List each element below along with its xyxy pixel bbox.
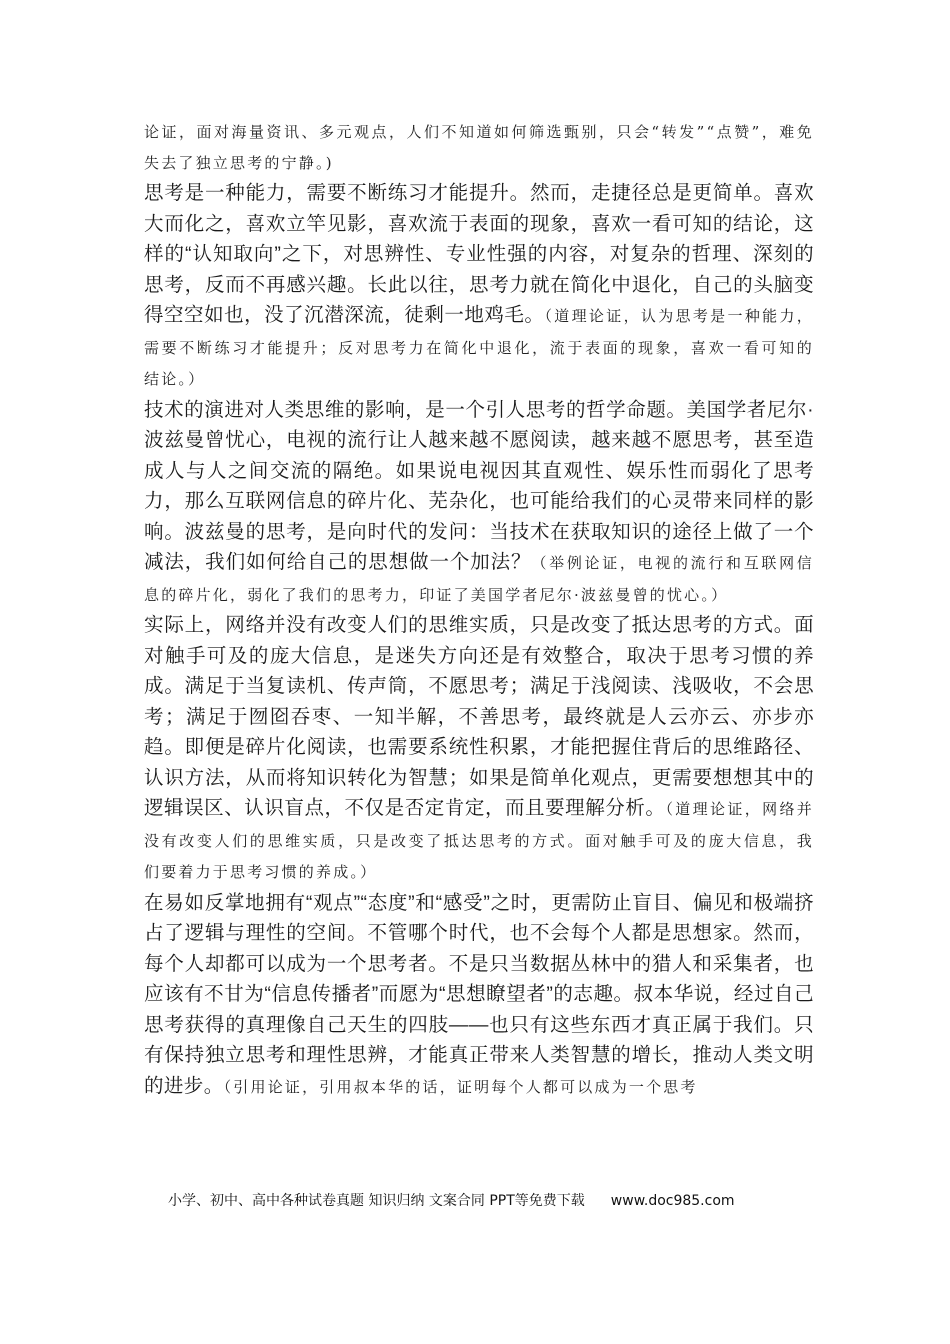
paragraph-2-annotation: （举例论证，电视的流行和互联网信息的碎片化，弱化了我们的思考力，印证了美国学者尼尔·波兹曼曾的忧心。） [144,554,815,604]
document-body [144,117,814,1102]
page-footer [168,1190,735,1210]
paragraph-4-text: 在易如反掌地拥有“观点”“态度”和“感受”之时，更需防止盲目、偏见和极端挤占了逻辑与理性的空间。不管哪个时代，也不会每个人都是思想家。然而，每个人却都可以成为一个思考者。不是只当数据丛林中的猎人和采集者，也应该有不甘为“信息传播者”而愿为“思想瞭望者”的志趣。叔本华说，经过自己思考获得的真理像自己天生的四肢——也只有这些东西才真正属于我们。只有保持独立思考和理性思辨，才能真正带来人类智慧的增长，推动人类文明的进步。 [144,891,814,1097]
paragraph-2-text: 技术的演进对人类思维的影响，是一个引人思考的哲学命题。美国学者尼尔·波兹曼曾忧心，电视的流行让人越来越不愿阅读，越来越不愿思考，甚至造成人与人之间交流的隔绝。如果说电视因其直观性、娱乐性而弱化了思考力，那么互联网信息的碎片化、芜杂化，也可能给我们的心灵带来同样的影响。波兹曼的思考，是向时代的发问：当技术在获取知识的途径上做了一个减法，我们如何给自己的思想做一个加法？ [144,398,814,573]
paragraph-1-annotation: （道理论证，认为思考是一种能力，需要不断练习才能提升；反对思考力在简化中退化，流于表面的现象，喜欢一看可知的结论。） [144,307,814,388]
intro-annotation: 论证，面对海量资讯、多元观点，人们不知道如何筛选甄别，只会“转发”“点赞”，难免失去了独立思考的宁静。) [144,123,814,172]
paragraph-2 [144,395,814,611]
paragraph-3 [144,610,814,888]
footer-site-link[interactable]: www.doc985.com [610,1193,735,1209]
paragraph-3-text: 实际上，网络并没有改变人们的思维实质，只是改变了抵达思考的方式。面对触手可及的庞大信息，是迷失方向还是有效整合，取决于思考习惯的养成。满足于当复读机、传声筒，不愿思考；满足于浅阅读、浅吸收，不会思考；满足于囫囵吞枣、一知半解，不善思考，最终就是人云亦云、亦步亦趋。即便是碎片化阅读，也需要系统性积累，才能把握住背后的思维路径、认识方法，从而将知识转化为智慧；如果是简单化观点，更需要想想其中的逻辑误区、认识盲点，不仅是否定肯定，而且要理解分析。 [144,614,814,819]
paragraph-4 [144,888,814,1103]
paragraph-1-text: 思考是一种能力，需要不断练习才能提升。然而，走捷径总是更简单。喜欢大而化之，喜欢立竿见影，喜欢流于表面的现象，喜欢一看可知的结论，这样的“认知取向”之下，对思辨性、专业性强的内容，对复杂的哲理、深刻的思考，反而不再感兴趣。长此以往，思考力就在简化中退化，自己的头脑变得空空如也，没了沉潜深流，徒剩一地鸡毛。 [144,182,814,326]
footer-text: 小学、初中、高中各种试卷真题 知识归纳 文案合同 PPT等免费下载 [168,1193,585,1209]
paragraph-4-annotation: （引用论证，引用叔本华的话，证明每个人都可以成为一个思考 [223,1077,698,1096]
paragraph-3-annotation: （道理论证，网络并没有改变人们的思维实质，只是改变了抵达思考的方式。面对触手可及的庞大信息，我们要着力于思考习惯的养成。） [144,800,814,881]
paragraph-1 [144,178,814,395]
